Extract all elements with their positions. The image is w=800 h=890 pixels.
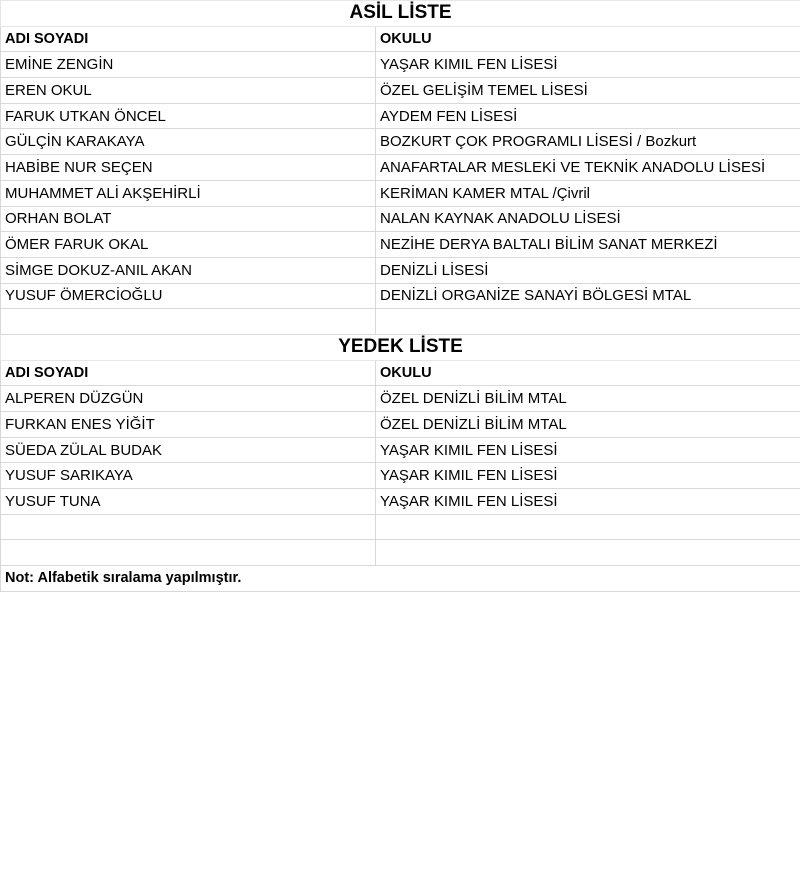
yedek-header-name: ADI SOYADI <box>1 360 376 386</box>
student-name: YUSUF SARIKAYA <box>1 463 376 489</box>
table-row <box>1 463 800 489</box>
table-row <box>1 155 800 181</box>
table-row <box>1 78 800 104</box>
school-name: ÖZEL DENİZLİ BİLİM MTAL <box>376 412 800 438</box>
table-row <box>1 206 800 232</box>
note-row <box>1 566 800 592</box>
empty-cell <box>376 514 800 540</box>
yedek-title-row <box>1 334 800 360</box>
school-name: NALAN KAYNAK ANADOLU LİSESİ <box>376 206 800 232</box>
table-row <box>1 489 800 515</box>
school-name: AYDEM FEN LİSESİ <box>376 103 800 129</box>
table-row <box>1 437 800 463</box>
empty-cell <box>1 514 376 540</box>
asil-title: ASİL LİSTE <box>1 1 800 27</box>
yedek-title: YEDEK LİSTE <box>1 334 800 360</box>
table-row <box>1 180 800 206</box>
student-name: EMİNE ZENGİN <box>1 52 376 78</box>
table-row <box>1 129 800 155</box>
empty-cell <box>376 540 800 566</box>
table-row <box>1 257 800 283</box>
school-name: BOZKURT ÇOK PROGRAMLI LİSESİ / Bozkurt <box>376 129 800 155</box>
school-name: ÖZEL GELİŞİM TEMEL LİSESİ <box>376 78 800 104</box>
student-name: SÜEDA ZÜLAL BUDAK <box>1 437 376 463</box>
school-name: YAŞAR KIMIL FEN LİSESİ <box>376 52 800 78</box>
student-name: FURKAN ENES YİĞİT <box>1 412 376 438</box>
student-name: ALPEREN DÜZGÜN <box>1 386 376 412</box>
student-name: EREN OKUL <box>1 78 376 104</box>
table-row <box>1 412 800 438</box>
empty-cell <box>376 309 800 335</box>
student-name: ÖMER FARUK OKAL <box>1 232 376 258</box>
asil-header-school: OKULU <box>376 26 800 52</box>
yedek-header-row <box>1 360 800 386</box>
school-name: ÖZEL DENİZLİ BİLİM MTAL <box>376 386 800 412</box>
empty-row <box>1 514 800 540</box>
school-name: DENİZLİ LİSESİ <box>376 257 800 283</box>
school-name: YAŞAR KIMIL FEN LİSESİ <box>376 463 800 489</box>
table-row <box>1 386 800 412</box>
note-text: Not: Alfabetik sıralama yapılmıştır. <box>1 566 800 592</box>
asil-title-row <box>1 1 800 27</box>
school-name: DENİZLİ ORGANİZE SANAYİ BÖLGESİ MTAL <box>376 283 800 309</box>
school-name: YAŞAR KIMIL FEN LİSESİ <box>376 437 800 463</box>
school-name: KERİMAN KAMER MTAL /Çivril <box>376 180 800 206</box>
student-name: GÜLÇİN KARAKAYA <box>1 129 376 155</box>
table-row <box>1 232 800 258</box>
empty-cell <box>1 309 376 335</box>
table-row <box>1 103 800 129</box>
school-name: ANAFARTALAR MESLEKİ VE TEKNİK ANADOLU LİSESİ <box>376 155 800 181</box>
table-row <box>1 283 800 309</box>
student-name: SİMGE DOKUZ-ANIL AKAN <box>1 257 376 283</box>
table-row <box>1 52 800 78</box>
student-name: ORHAN BOLAT <box>1 206 376 232</box>
school-name: YAŞAR KIMIL FEN LİSESİ <box>376 489 800 515</box>
yedek-header-school: OKULU <box>376 360 800 386</box>
student-name: MUHAMMET ALİ AKŞEHİRLİ <box>1 180 376 206</box>
empty-row <box>1 540 800 566</box>
school-name: NEZİHE DERYA BALTALI BİLİM SANAT MERKEZİ <box>376 232 800 258</box>
student-name: FARUK UTKAN ÖNCEL <box>1 103 376 129</box>
asil-header-name: ADI SOYADI <box>1 26 376 52</box>
student-name: YUSUF TUNA <box>1 489 376 515</box>
empty-cell <box>1 540 376 566</box>
student-name: HABİBE NUR SEÇEN <box>1 155 376 181</box>
empty-row <box>1 309 800 335</box>
student-name: YUSUF ÖMERCİOĞLU <box>1 283 376 309</box>
asil-header-row <box>1 26 800 52</box>
